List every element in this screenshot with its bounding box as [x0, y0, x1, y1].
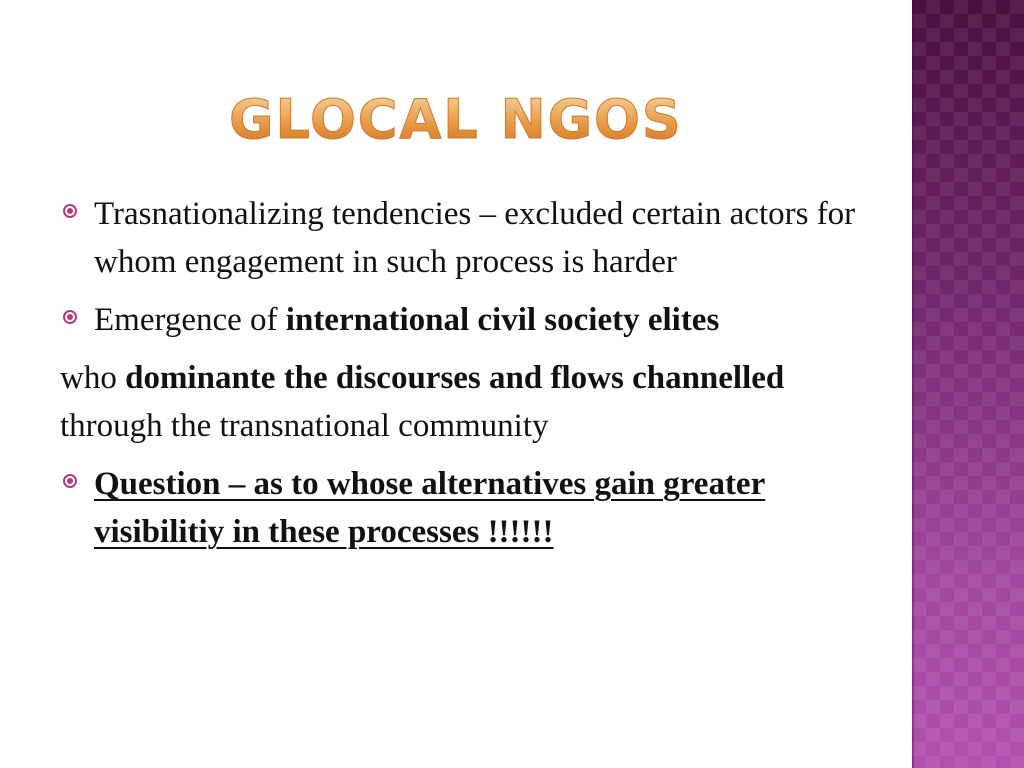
- radio-bullet-icon: [63, 310, 77, 324]
- bullet-1-text: Trasnationalizing tendencies – excluded certain actors for whom engagement in such process is harder: [94, 196, 856, 280]
- continuation-paragraph: [60, 354, 860, 450]
- slide-title: GLOCAL NGOS: [0, 88, 912, 153]
- continuation-bold: dominante the discourses and flows channelled: [125, 360, 785, 396]
- decorative-side-band: [912, 0, 1024, 768]
- bullet-2-bold: international civil society elites: [285, 302, 720, 338]
- continuation-suffix: through the transnational community: [60, 408, 549, 444]
- continuation-prefix: who: [60, 360, 126, 396]
- radio-bullet-icon: [63, 474, 77, 488]
- radio-bullet-icon: [63, 204, 77, 218]
- bullet-item-3: [60, 460, 860, 556]
- slide-body: [60, 190, 860, 566]
- side-band-edge: [912, 0, 914, 768]
- bullet-2-prefix: Emergence of: [94, 302, 286, 338]
- bullet-3-question: Question – as to whose alternatives gain greater visibilitiy in these processes !!!!!!: [94, 466, 766, 550]
- bullet-item-1: [60, 190, 860, 286]
- bullet-item-2: [60, 296, 860, 344]
